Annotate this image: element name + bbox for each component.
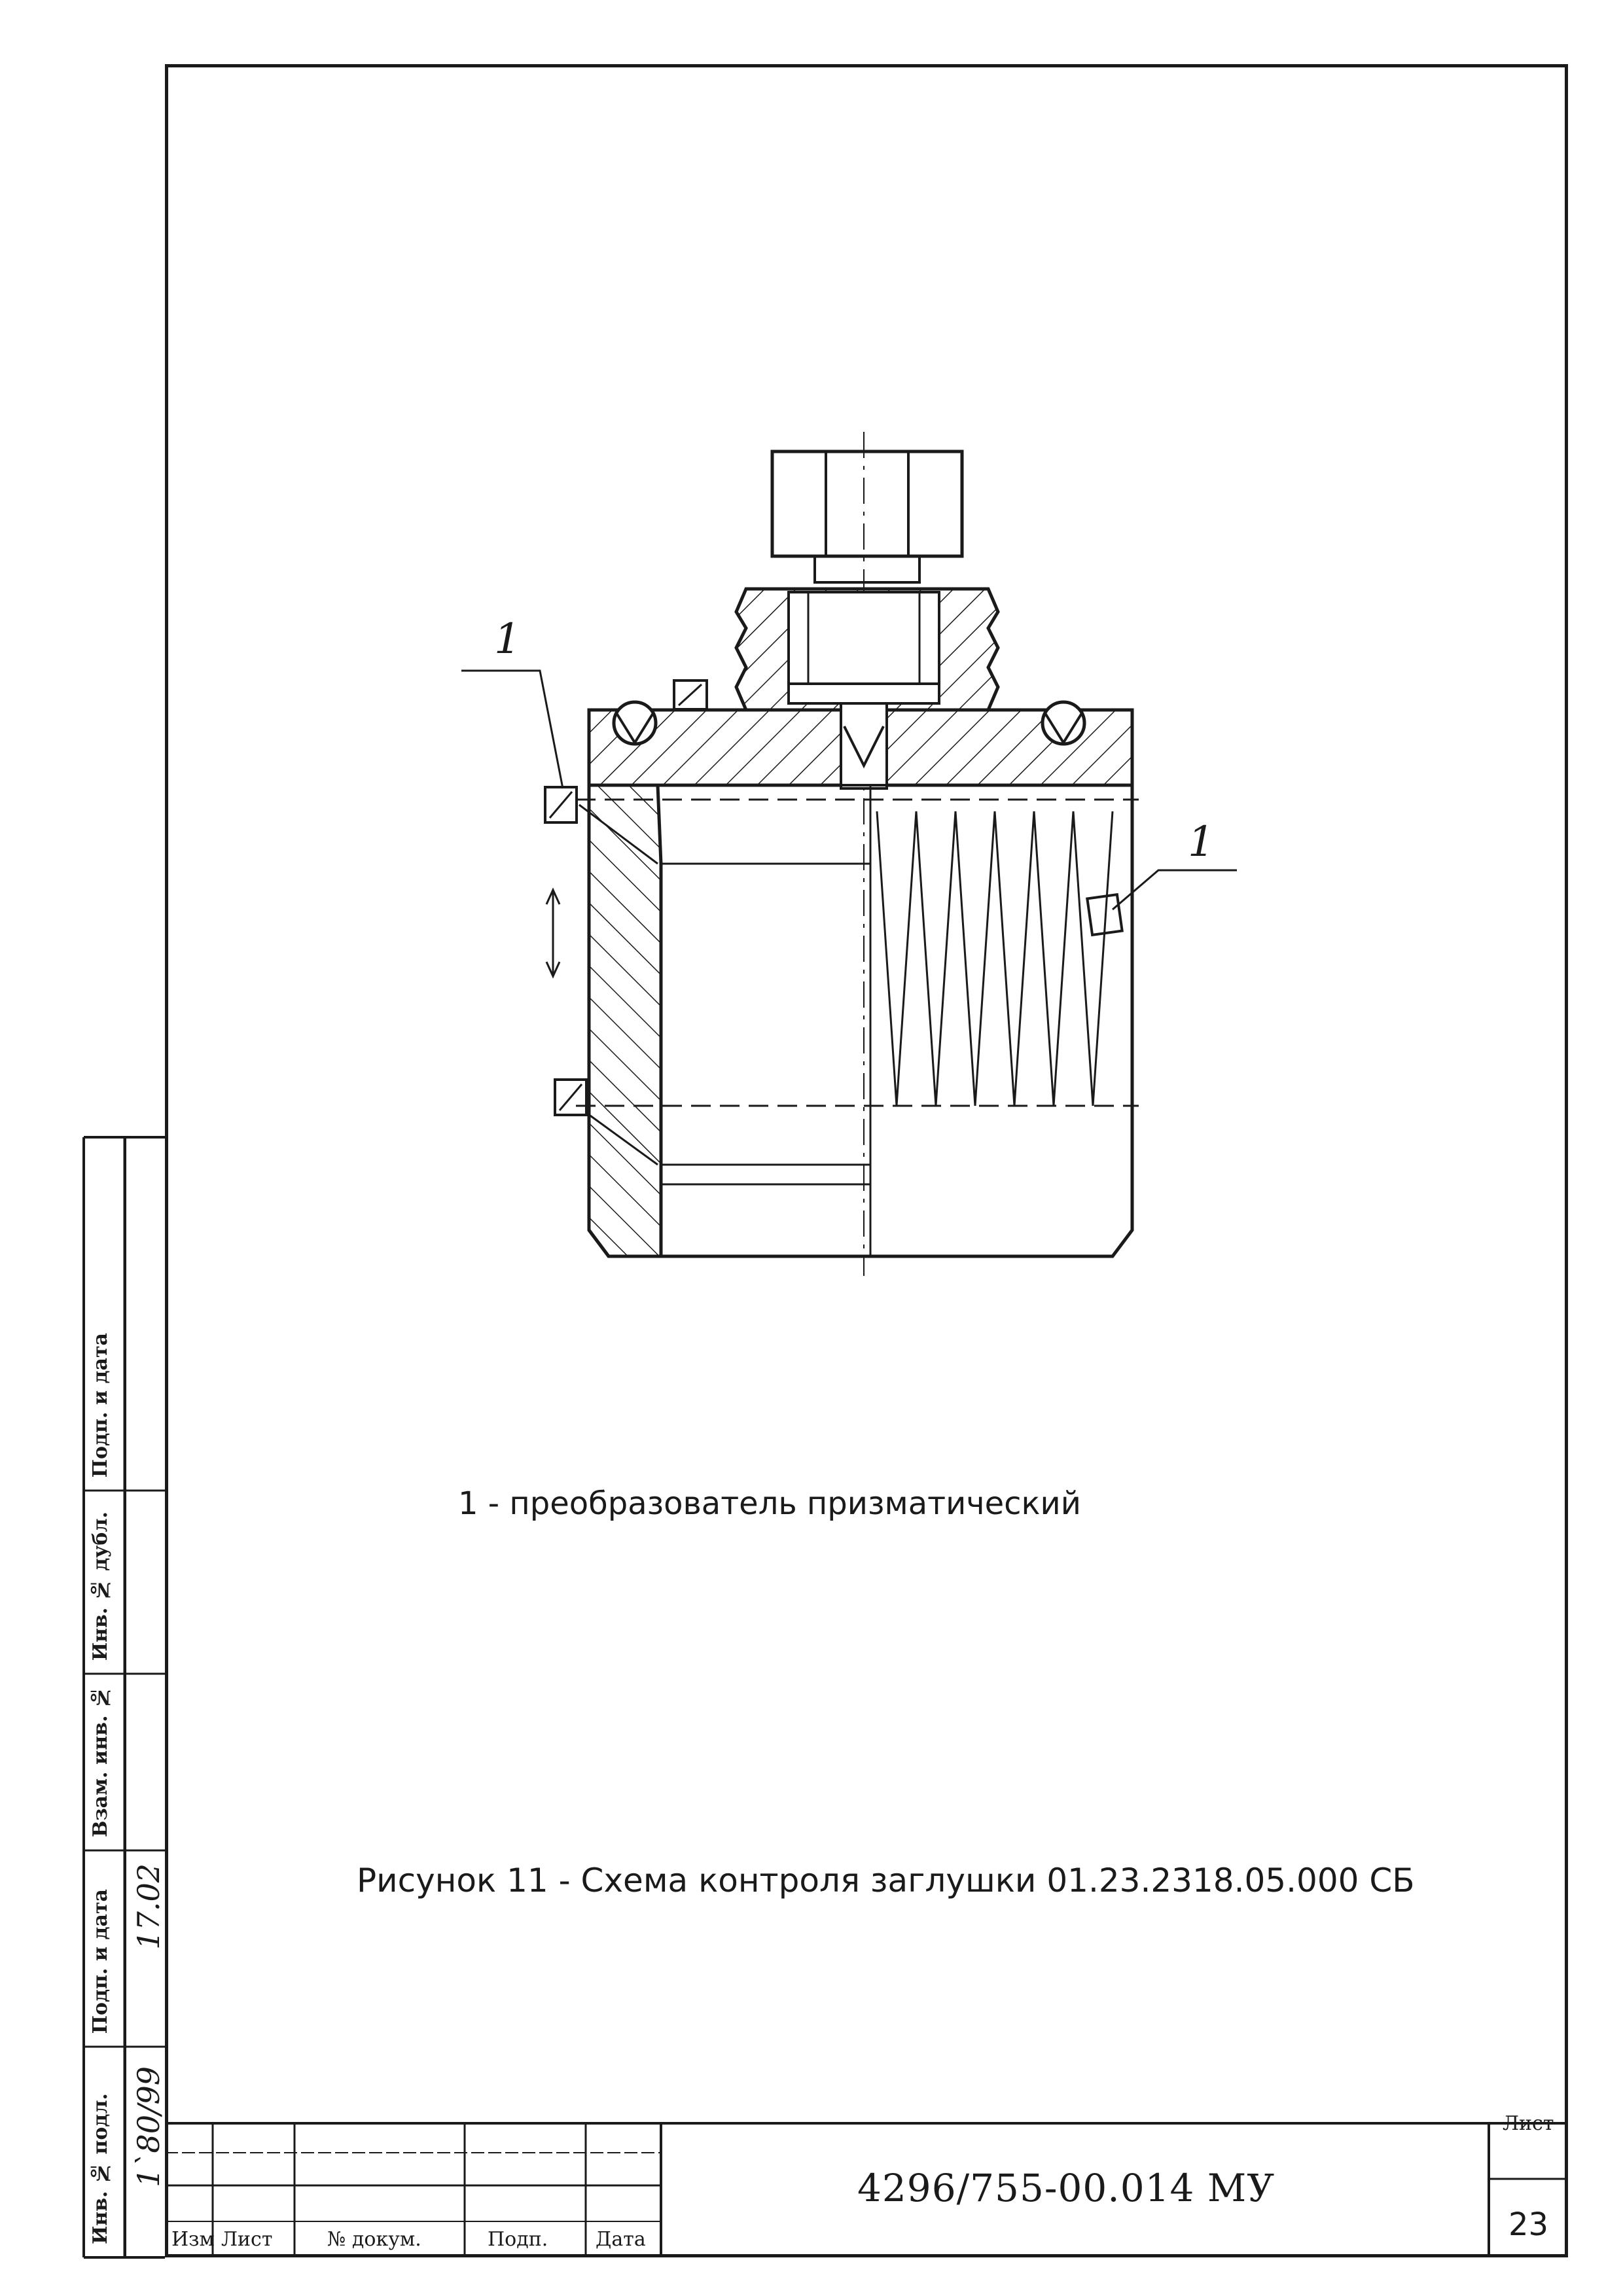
side-cell-inv-duplicate: Инв. № дубл. xyxy=(84,1491,126,1674)
tb-col-change: Изм xyxy=(171,2228,215,2251)
tb-col-sign: Подп. xyxy=(488,2228,548,2251)
sheet-label: Лист xyxy=(1503,2112,1554,2135)
sheet-number: 23 xyxy=(1508,2206,1549,2243)
tb-col-date: Дата xyxy=(596,2228,646,2251)
side-cell-replace-inv: Взам. инв. № xyxy=(84,1674,126,1850)
tb-col-sheet: Лист xyxy=(221,2228,273,2251)
side-cell-sign-date-2: Подп. и дата xyxy=(84,1137,126,1491)
tb-col-doc: № докум. xyxy=(327,2228,421,2251)
figure-caption: Рисунок 11 - Схема контроля заглушки 01.23.2318.05.000 СБ xyxy=(357,1862,1415,1899)
side-cell-sign-date-1: Подп. и дата xyxy=(84,1850,126,2047)
callout-left: 1 xyxy=(494,615,521,663)
callout-right: 1 xyxy=(1188,818,1215,866)
handwritten-inv-number: 1`80/99 xyxy=(131,2066,166,2187)
document-number: 4296/755-00.014 МУ xyxy=(857,2166,1275,2210)
side-cell-inv-original: Инв. № подл. xyxy=(84,2047,126,2257)
handwritten-date: 17.02 xyxy=(131,1863,166,1950)
legend-text: 1 - преобразователь призматический xyxy=(458,1485,1081,1522)
